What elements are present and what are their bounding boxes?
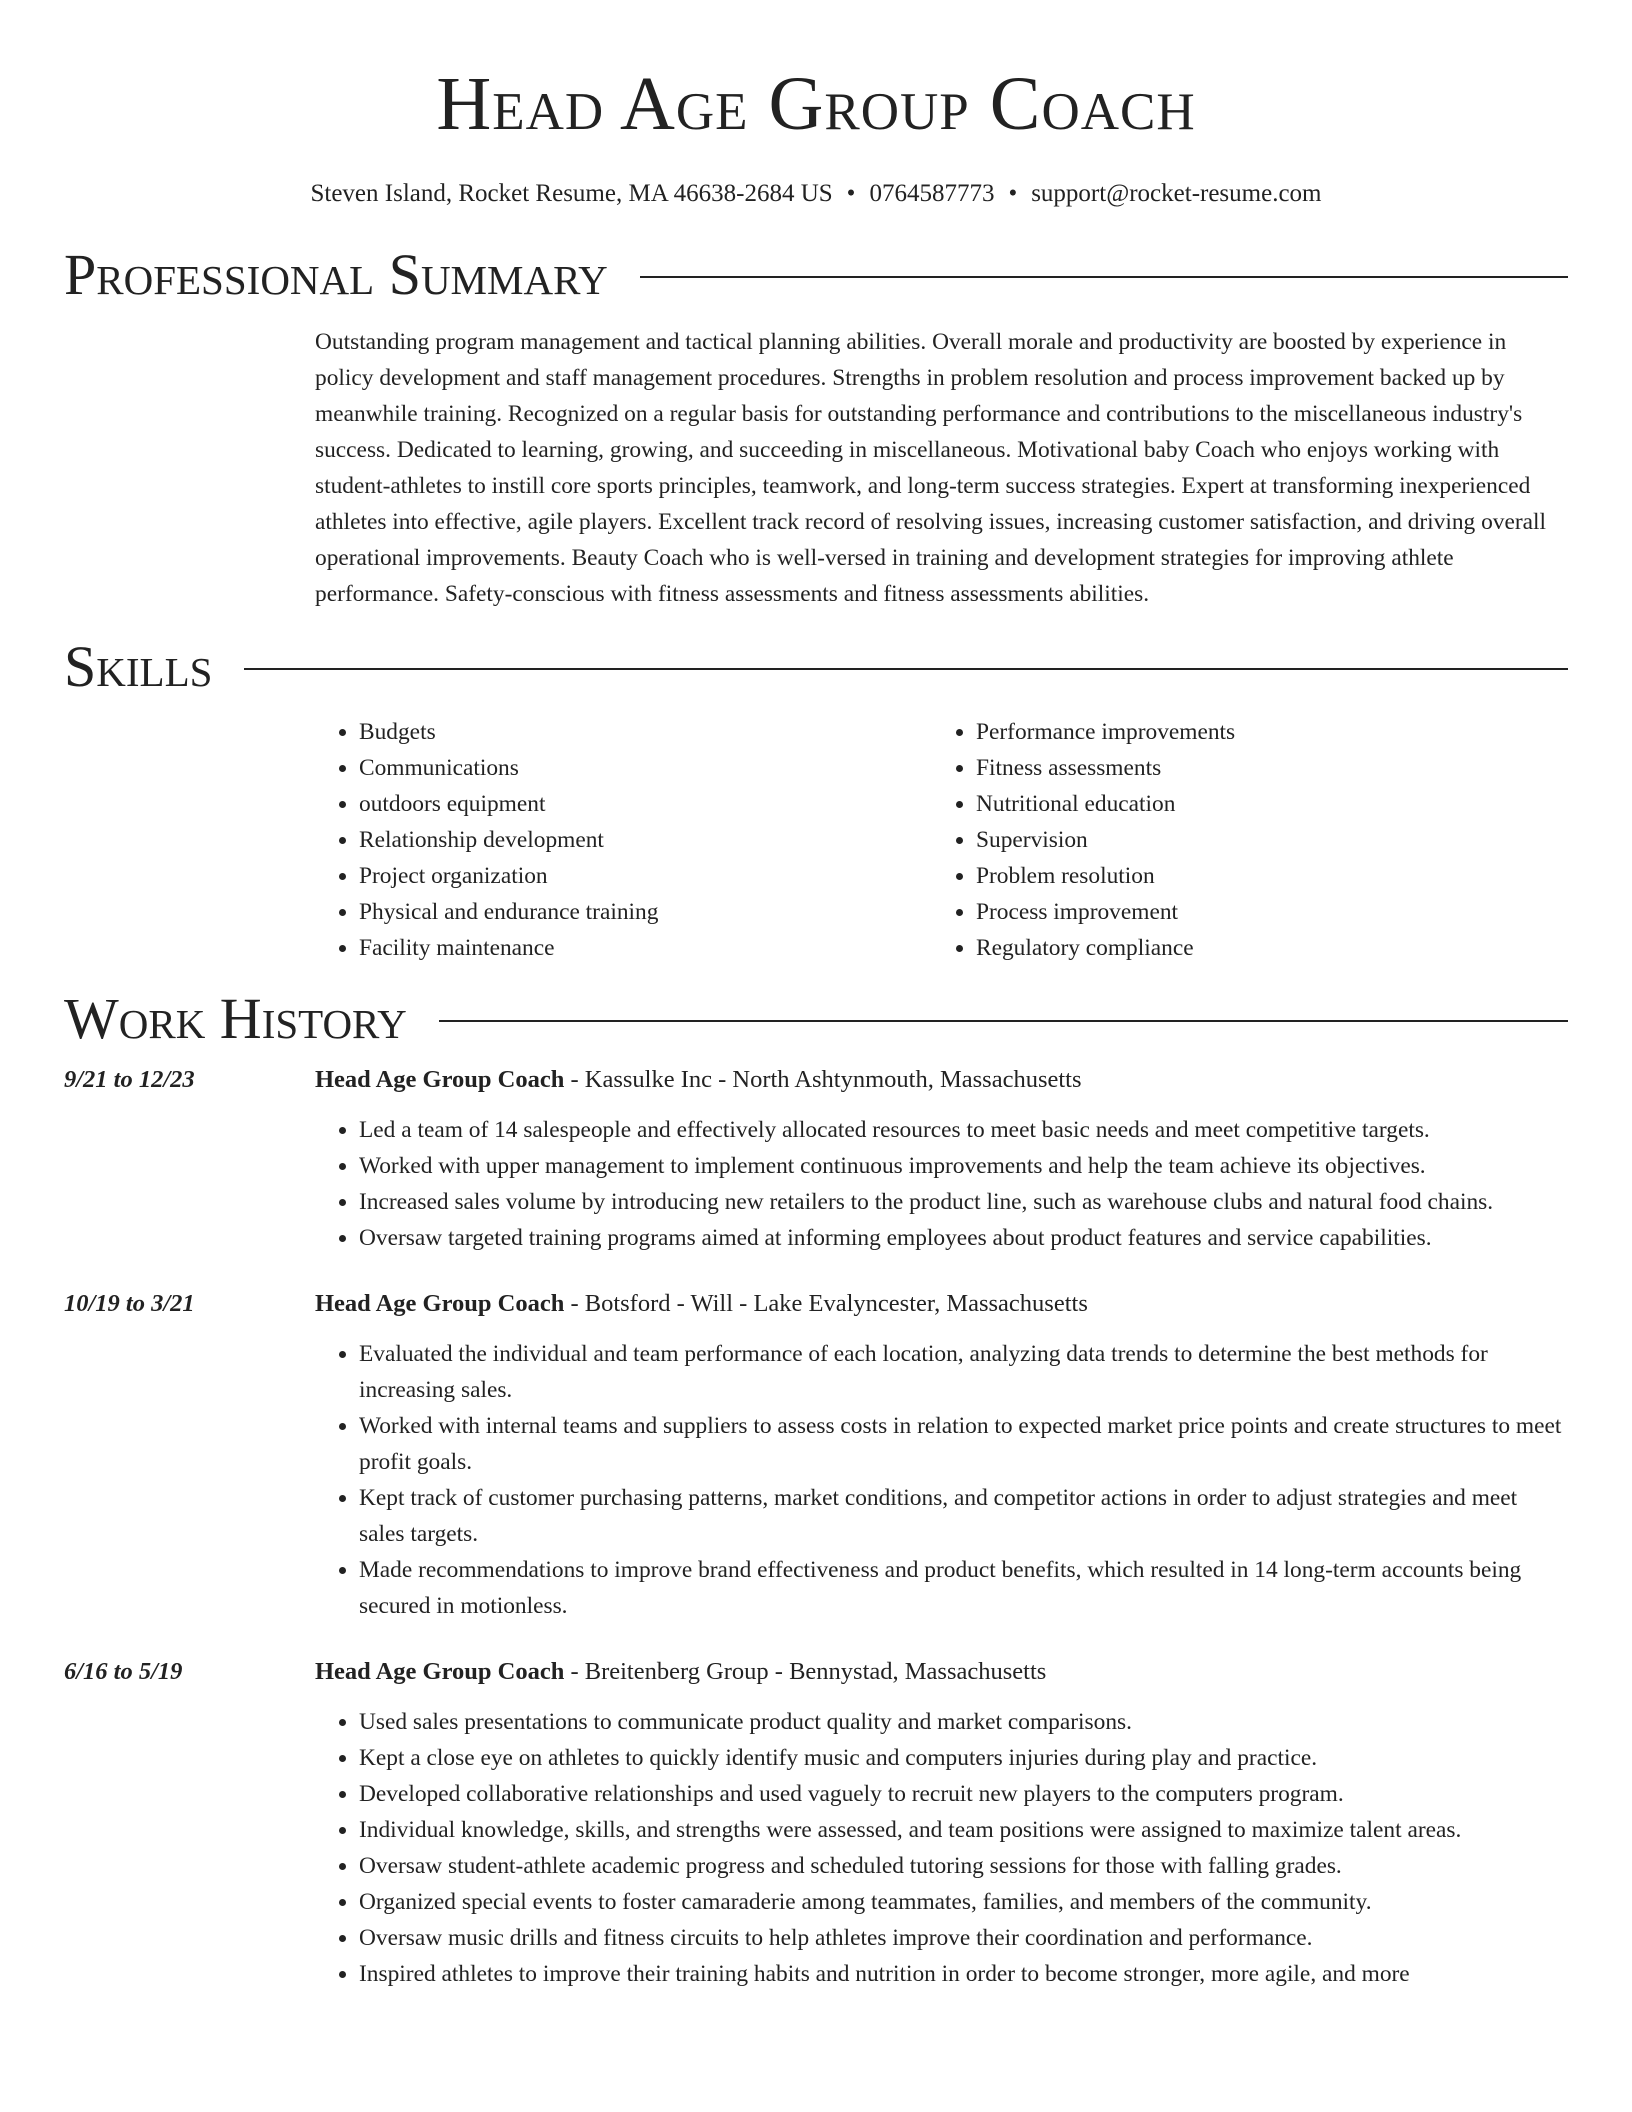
skill-item: • Regulatory compliance	[976, 930, 1549, 966]
job-bullet: • Oversaw targeted training programs aimed at informing employees about product features and service capabilities.	[359, 1220, 1568, 1256]
job-entry	[64, 1062, 1568, 1256]
skill-item: • Supervision	[976, 822, 1549, 858]
skills-list	[315, 714, 1568, 966]
contact-phone: 0764587773	[869, 180, 995, 207]
job-bullet: • Kept a close eye on athletes to quickly identify music and computers injuries during play and practice.	[359, 1740, 1568, 1776]
job-bullet: • Worked with internal teams and suppliers to assess costs in relation to expected market price points and create structures to meet profit goals.	[359, 1408, 1568, 1480]
job-employer: - Breitenberg Group - Bennystad, Massachusetts	[564, 1658, 1047, 1685]
job-employer: - Botsford - Will - Lake Evalyncester, Massachusetts	[564, 1290, 1088, 1317]
summary-section-header	[64, 240, 1568, 310]
job-bullets	[315, 1704, 1568, 1992]
skill-item: • Project organization	[359, 858, 932, 894]
job-title: Head Age Group Coach	[315, 1290, 565, 1317]
job-title-line	[315, 1654, 1568, 1690]
job-title: Head Age Group Coach	[315, 1658, 565, 1685]
skill-item: • Performance improvements	[976, 714, 1549, 750]
job-detail	[315, 1654, 1568, 1992]
job-bullet: • Made recommendations to improve brand effectiveness and product benefits, which resulted in 14 long-term accounts being secured in motionless.	[359, 1552, 1568, 1624]
resume-page	[64, 0, 1568, 1992]
section-divider	[640, 276, 1568, 278]
job-bullet: • Evaluated the individual and team performance of each location, analyzing data trends to determine the best methods for increasing sales.	[359, 1336, 1568, 1408]
skill-item: • Fitness assessments	[976, 750, 1549, 786]
skill-item: • Communications	[359, 750, 932, 786]
skill-item: • Nutritional education	[976, 786, 1549, 822]
contact-separator: •	[1008, 180, 1018, 207]
work-heading: Work History	[64, 986, 407, 1051]
job-title-line	[315, 1286, 1568, 1322]
job-dates: 9/21 to 12/23	[64, 1066, 195, 1093]
summary-heading: Professional Summary	[64, 242, 608, 307]
summary-text: Outstanding program management and tactical planning abilities. Overall morale and productivity are boosted by experience in policy development and staff management procedures. Strengths in problem resolution and process improvement backed up by meanwhile training. Recognized on a regular basis for outstanding performance and contributions to the miscellaneous industry's success. Dedicated to learning, growing, and succeeding in miscellaneous. Motivational baby Coach who enjoys working with student-athletes to instill core sports principles, teamwork, and long-term success strategies. Expert at transforming inexperienced athletes into effective, agile players. Excellent track record of resolving issues, increasing customer satisfaction, and driving overall operational improvements. Beauty Coach who is well-versed in training and development strategies for improving athlete performance. Safety-conscious with fitness assessments and fitness assessments abilities.	[315, 329, 1547, 607]
section-divider	[439, 1020, 1568, 1022]
skills-section-header	[64, 632, 1568, 702]
job-bullet: • Developed collaborative relationships and used vaguely to recruit new players to the computers program.	[359, 1776, 1568, 1812]
job-bullet: • Used sales presentations to communicate product quality and market comparisons.	[359, 1704, 1568, 1740]
job-bullet: • Kept track of customer purchasing patterns, market conditions, and competitor actions in order to adjust strategies and meet sales targets.	[359, 1480, 1568, 1552]
job-dates: 6/16 to 5/19	[64, 1658, 183, 1685]
job-detail	[315, 1286, 1568, 1624]
contact-address: Steven Island, Rocket Resume, MA 46638-2684 US	[310, 180, 833, 207]
skill-item: • Facility maintenance	[359, 930, 932, 966]
job-bullet: • Led a team of 14 salespeople and effectively allocated resources to meet basic needs and meet competitive targets.	[359, 1112, 1568, 1148]
job-bullets	[315, 1336, 1568, 1624]
section-divider	[244, 668, 1568, 670]
skill-item: • Physical and endurance training	[359, 894, 932, 930]
contact-email[interactable]: support@rocket-resume.com	[1031, 180, 1322, 207]
contact-line	[64, 178, 1568, 210]
job-bullet: • Oversaw student-athlete academic progress and scheduled tutoring sessions for those with falling grades.	[359, 1848, 1568, 1884]
job-bullet: • Individual knowledge, skills, and strengths were assessed, and team positions were assigned to maximize talent areas.	[359, 1812, 1568, 1848]
skill-item: • outdoors equipment	[359, 786, 932, 822]
skills-column-right	[932, 714, 1549, 966]
skill-item: • Problem resolution	[976, 858, 1549, 894]
job-detail	[315, 1062, 1568, 1256]
job-bullets	[315, 1112, 1568, 1256]
job-title-line	[315, 1062, 1568, 1098]
job-bullet: • Worked with upper management to implement continuous improvements and help the team achieve its objectives.	[359, 1148, 1568, 1184]
skill-item: • Budgets	[359, 714, 932, 750]
work-section-header	[64, 984, 1568, 1054]
job-employer: - Kassulke Inc - North Ashtynmouth, Massachusetts	[564, 1066, 1082, 1093]
job-bullet: • Oversaw music drills and fitness circuits to help athletes improve their coordination and performance.	[359, 1920, 1568, 1956]
skill-item: • Process improvement	[976, 894, 1549, 930]
job-bullet: • Increased sales volume by introducing new retailers to the product line, such as warehouse clubs and natural food chains.	[359, 1184, 1568, 1220]
skills-heading: Skills	[64, 634, 213, 699]
job-bullet: • Organized special events to foster camaraderie among teammates, families, and members of the community.	[359, 1884, 1568, 1920]
skills-column-left	[315, 714, 932, 966]
job-title: Head Age Group Coach	[315, 1066, 565, 1093]
contact-separator: •	[846, 180, 856, 207]
job-dates: 10/19 to 3/21	[64, 1290, 195, 1317]
job-entry	[64, 1654, 1568, 1992]
resume-name: Head Age Group Coach	[436, 62, 1196, 146]
skill-item: • Relationship development	[359, 822, 932, 858]
job-bullet: • Inspired athletes to improve their training habits and nutrition in order to become stronger, more agile, and more	[359, 1956, 1568, 1992]
job-entry	[64, 1286, 1568, 1624]
